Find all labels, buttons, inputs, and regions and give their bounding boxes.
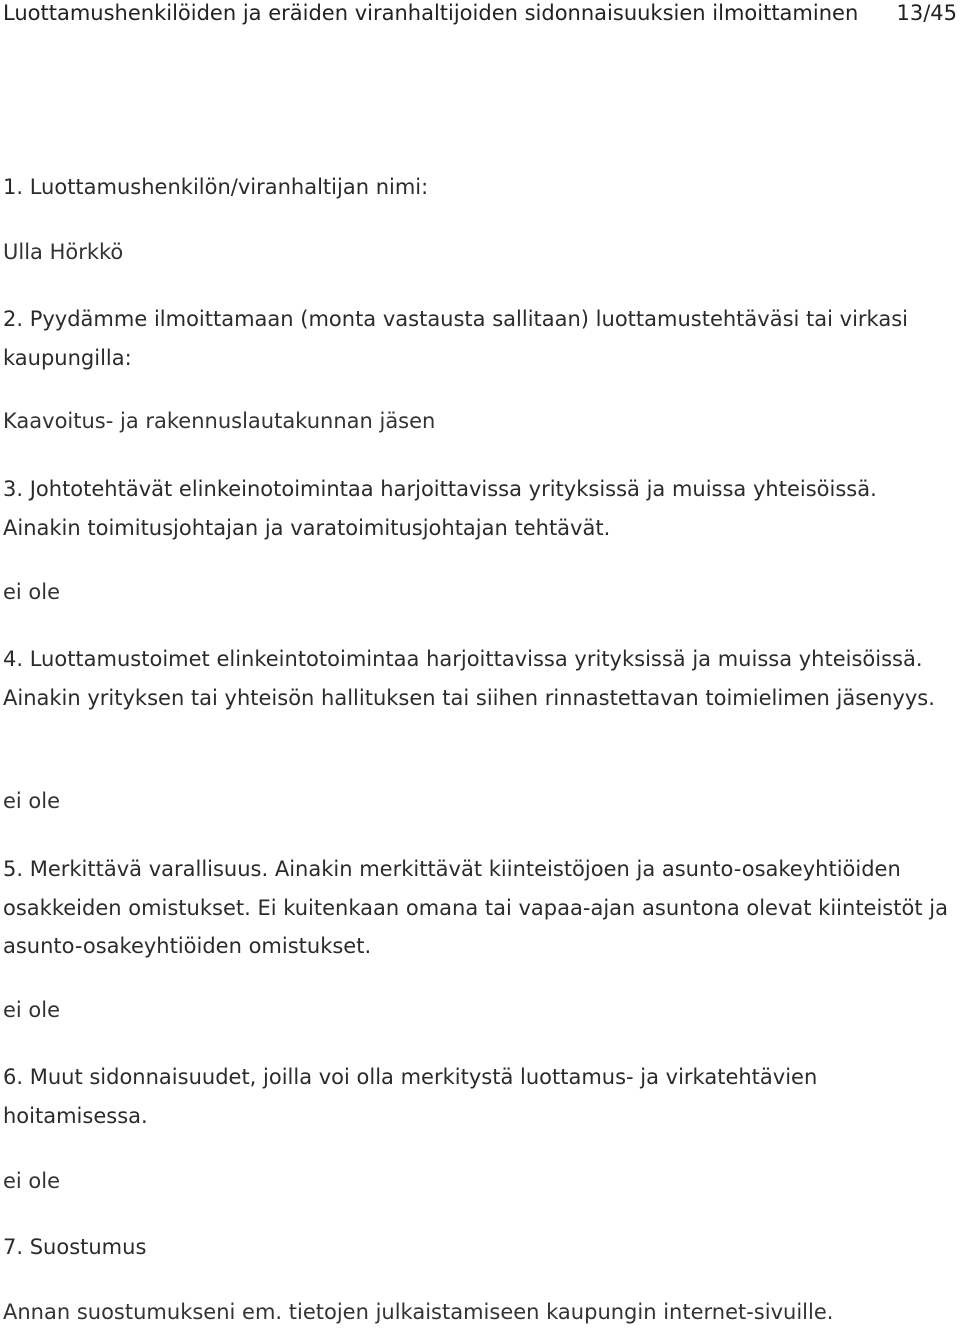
answer-3: ei ole xyxy=(3,580,61,604)
answer-7: Annan suostumukseni em. tietojen julkaistamiseen kaupungin internet-sivuille. xyxy=(3,1300,834,1324)
page-number: 13/45 xyxy=(896,1,957,25)
answer-4: ei ole xyxy=(3,789,61,813)
question-5: 5. Merkittävä varallisuus. Ainakin merkittävät kiinteistöjoen ja asunto-osakeyhtiöiden osakkeiden omistukset. Ei kuitenkaan omana tai vapaa-ajan asuntona olevat kiinteistöt ja asunto-osakeyhtiöiden omistukset. xyxy=(3,857,948,958)
question-6: 6. Muut sidonnaisuudet, joilla voi olla merkitystä luottamus- ja virkatehtävien hoitamisessa. xyxy=(3,1065,818,1128)
answer-2: Kaavoitus- ja rakennuslautakunnan jäsen xyxy=(3,409,436,433)
question-1: 1. Luottamushenkilön/viranhaltijan nimi: xyxy=(3,175,429,199)
document-title: Luottamushenkilöiden ja eräiden viranhaltijoiden sidonnaisuuksien ilmoittaminen xyxy=(3,1,859,25)
answer-6: ei ole xyxy=(3,1169,61,1193)
question-2: 2. Pyydämme ilmoittamaan (monta vastausta sallitaan) luottamustehtäväsi tai virkasi kaupungilla: xyxy=(3,307,908,370)
question-3: 3. Johtotehtävät elinkeinotoimintaa harjoittavissa yrityksissä ja muissa yhteisöissä. Ainakin toimitusjohtajan ja varatoimitusjohtajan tehtävät. xyxy=(3,477,877,540)
answer-1: Ulla Hörkkö xyxy=(3,240,124,264)
question-7: 7. Suostumus xyxy=(3,1235,147,1259)
page-header xyxy=(3,0,957,26)
question-4: 4. Luottamustoimet elinkeintotoimintaa harjoittavissa yrityksissä ja muissa yhteisöissä. Ainakin yrityksen tai yhteisön hallituksen tai siihen rinnastettavan toimielimen jäsenyys. xyxy=(3,647,935,710)
answer-5: ei ole xyxy=(3,998,61,1022)
